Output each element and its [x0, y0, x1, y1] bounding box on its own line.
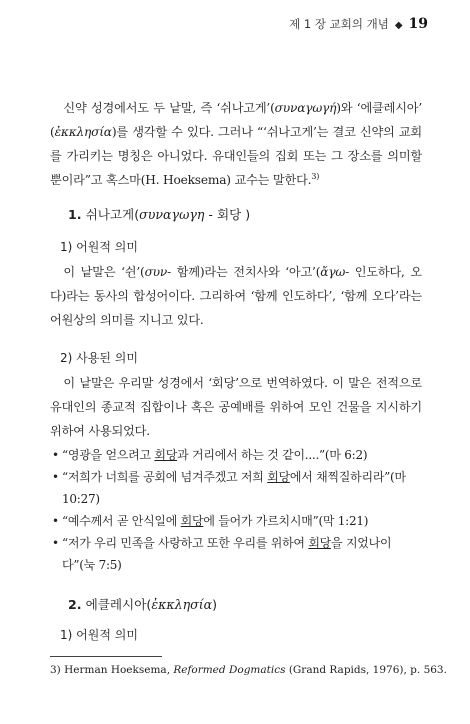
subheading-etymology-1: 1) 어원적 의미	[60, 240, 138, 254]
subheading-usage: 2) 사용된 의미	[60, 351, 138, 365]
footnote-divider	[50, 656, 162, 657]
page-number: 19	[408, 16, 428, 32]
section-heading-synagoge: 1. 쉬나고게(συναγωγη - 회당 )	[68, 207, 251, 222]
usage-paragraph: 이 낱말은 우리말 성경에서 ‘회당’으로 번역하였다. 이 말은 전적으로 유대인의 종교적 집합이나 혹은 공예배를 위하여 모인 건물을 지시하기 위하여 사용되었다.	[50, 376, 422, 438]
scripture-quote-list	[52, 444, 424, 576]
footnote: 3) Herman Hoeksema, Reformed Dogmatics (Grand Rapids, 1976), p. 563.	[50, 664, 447, 676]
usage-paragraph-block	[50, 371, 422, 443]
list-item: • “저희가 너희를 공회에 넘겨주겠고 저희 회당에서 채찍질하리라”(마 10:27)	[52, 470, 406, 506]
etymology-paragraph-block	[50, 260, 422, 332]
running-header	[289, 16, 428, 32]
intro-paragraph-block	[50, 96, 422, 192]
intro-paragraph: 신약 성경에서도 두 낱말, 즉 ‘쉬나고게’(συναγωγή)와 ‘에클레시아’ (ἐκκλησία)를 생각할 수 있다. 그러나 “‘쉬나고게’는 결코 신약의 교회를 가리키는 명칭은 아니었다. 유대인들의 집회 또는 그 장소를 의미할 뿐이라”고 혹스마(H. Hoeksema) 교수는 말한다.$^{3)}$	[50, 101, 423, 187]
list-item: • “예수께서 곧 안식일에 회당에 들어가 가르치시매”(막 1:21)	[52, 514, 369, 528]
diamond-icon: ◆	[394, 20, 403, 31]
book-title: Reformed Dogmatics	[173, 664, 286, 676]
list-item: • “저가 우리 민족을 사랑하고 또한 우리를 위하여 회당을 지었나이다”(눅 7:5)	[52, 536, 392, 572]
footnote-ref: 3)	[311, 171, 320, 181]
greek-synagoge: συναγωγή	[274, 101, 337, 115]
list-item: • “영광을 얻으려고 회당과 거리에서 하는 것 같이....”(마 6:2)	[52, 448, 368, 462]
etymology-paragraph: 이 낱말은 ‘쉰’(συν- 함께)라는 전치사와 ‘아고’(ἄγω- 인도하다, 오다)라는 동사의 합성어이다. 그리하여 ‘함께 인도하다’, ‘함께 오다’라는 어원상의 의미를 지니고 있다.	[50, 265, 422, 327]
chapter-title: 제 1 장 교회의 개념	[289, 17, 389, 31]
subheading-etymology-2: 1) 어원적 의미	[60, 628, 138, 642]
greek-ekklesia: ἐκκλησία	[54, 125, 112, 139]
section-heading-ekklesia: 2. 에클레시아(ἐκκλησία)	[68, 597, 218, 612]
